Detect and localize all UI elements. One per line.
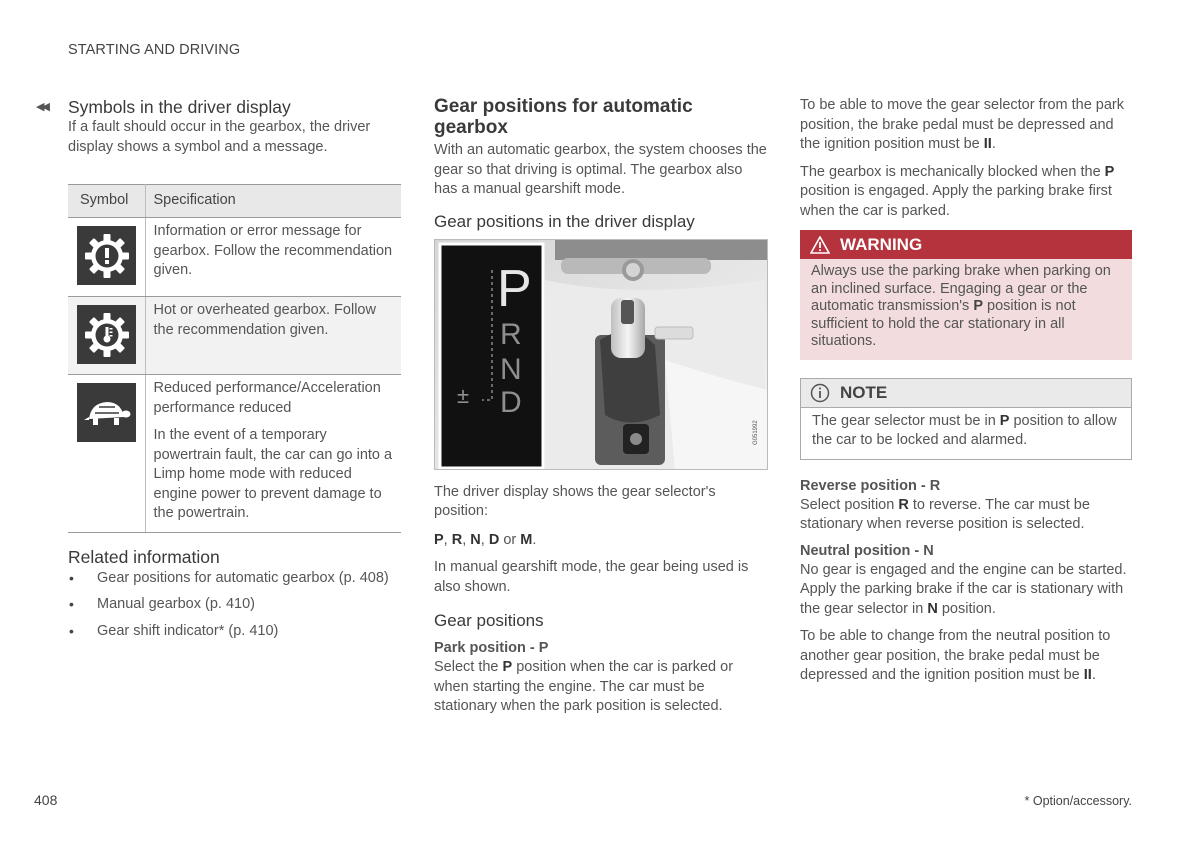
table-row bbox=[68, 375, 401, 533]
warning-icon bbox=[810, 236, 830, 254]
info-icon bbox=[810, 383, 830, 403]
related-title: Related information bbox=[68, 546, 220, 567]
related-link-manual-gearbox[interactable]: • Manual gearbox (p. 410) bbox=[68, 595, 401, 615]
image-code: G051992 bbox=[753, 419, 759, 445]
warning-text: Always use the parking brake when parking on an inclined surface. Engaging a gear or the automatic transmission's P position is not sufficient to hold the car stationary in all situations. bbox=[800, 259, 1132, 360]
page-number: 408 bbox=[34, 792, 58, 808]
gear-letter-r: R bbox=[500, 317, 522, 351]
related-link-gear-shift-indicator[interactable]: • Gear shift indicator* (p. 410) bbox=[68, 622, 401, 642]
symbols-table bbox=[68, 184, 401, 533]
symbols-intro: If a fault should occur in the gearbox, the driver display shows a symbol and a message. bbox=[68, 119, 371, 155]
gear-temperature-icon bbox=[77, 305, 136, 364]
manual-mode-text: In manual gearshift mode, the gear being used is also shown. bbox=[434, 559, 749, 595]
row3-heading: Reduced performance/Acceleration performance reduced bbox=[153, 380, 381, 416]
column-2 bbox=[434, 96, 768, 717]
related-list bbox=[68, 569, 401, 642]
related-link-gear-positions[interactable]: • Gear positions for automatic gearbox (p. 408) bbox=[68, 569, 401, 589]
table-header-row bbox=[68, 185, 401, 218]
park-position-text: Select the P position when the car is parked or when starting the engine. The car must be stationary when the park position is selected. bbox=[434, 659, 734, 714]
park-release-text: To be able to move the gear selector from the park position, the brake pedal must be depressed and the ignition position must be II. bbox=[800, 97, 1125, 152]
display-caption: The driver display shows the gear selector's position: bbox=[434, 483, 716, 519]
row2-text: Hot or overheated gearbox. Follow the recommendation given. bbox=[145, 297, 401, 375]
gear-intro: With an automatic gearbox, the system chooses the gear so that driving is optimal. The gearbox also has a manual gearshift mode. bbox=[434, 142, 767, 197]
row3-text: In the event of a temporary powertrain fault, the car can go into a Limp home mode with reduced engine power to prevent damage to the powertrain. bbox=[153, 427, 393, 521]
positions-line: P, R, N, D or M. bbox=[434, 531, 537, 548]
reverse-position-text: Select position R to reverse. The car must be stationary when reverse position is selected. bbox=[800, 496, 1090, 532]
table-row bbox=[68, 218, 401, 297]
display-title: Gear positions in the driver display bbox=[434, 211, 695, 231]
gear-letter-n: N bbox=[500, 352, 522, 386]
note-text: The gear selector must be in P position to allow the car to be locked and alarmed. bbox=[812, 412, 1117, 448]
related-information bbox=[68, 546, 401, 642]
row1-text: Information or error message for gearbox. Follow the recommendation given. bbox=[145, 218, 401, 297]
gear-warning-icon bbox=[77, 226, 136, 285]
table-header-specification: Specification bbox=[145, 185, 401, 218]
note-header bbox=[801, 379, 1131, 408]
park-blocked-text: The gearbox is mechanically blocked when the P position is engaged. Apply the parking brake first when the car is parked. bbox=[800, 163, 1115, 219]
warning-header bbox=[800, 230, 1132, 259]
neutral-position-text: No gear is engaged and the engine can be started. Apply the parking brake if the car is stationary with the gear selector in N position. bbox=[800, 561, 1127, 617]
neutral-position-title: Neutral position - N bbox=[800, 542, 934, 559]
manual-mode-symbol: ± bbox=[457, 382, 470, 408]
note-box bbox=[800, 378, 1132, 460]
table-row bbox=[68, 297, 401, 375]
section-label: STARTING AND DRIVING bbox=[68, 42, 241, 58]
symbols-title: Symbols in the driver display bbox=[68, 97, 291, 117]
column-3 bbox=[800, 96, 1132, 686]
back-arrow-icon[interactable]: ◀◀ bbox=[36, 101, 47, 113]
gear-positions-title: Gear positions bbox=[434, 611, 544, 630]
park-position-title: Park position - P bbox=[434, 640, 549, 656]
turtle-icon bbox=[77, 383, 136, 442]
warning-title: WARNING bbox=[840, 234, 923, 254]
footnote: * Option/accessory. bbox=[1024, 794, 1132, 808]
note-title: NOTE bbox=[840, 382, 888, 402]
table-header-symbol: Symbol bbox=[68, 185, 145, 218]
warning-box bbox=[800, 230, 1132, 360]
reverse-position-title: Reverse position - R bbox=[800, 477, 941, 494]
gear-positions-main-title: Gear positions for automatic gearbox bbox=[434, 96, 693, 138]
gear-letter-d: D bbox=[500, 385, 522, 419]
column-1 bbox=[68, 96, 401, 648]
neutral-change-text: To be able to change from the neutral position to another gear position, the brake pedal must be depressed and the ignition position must be II. bbox=[800, 628, 1111, 683]
gear-selector-image bbox=[434, 239, 768, 470]
gear-letter-p: P bbox=[497, 259, 532, 318]
